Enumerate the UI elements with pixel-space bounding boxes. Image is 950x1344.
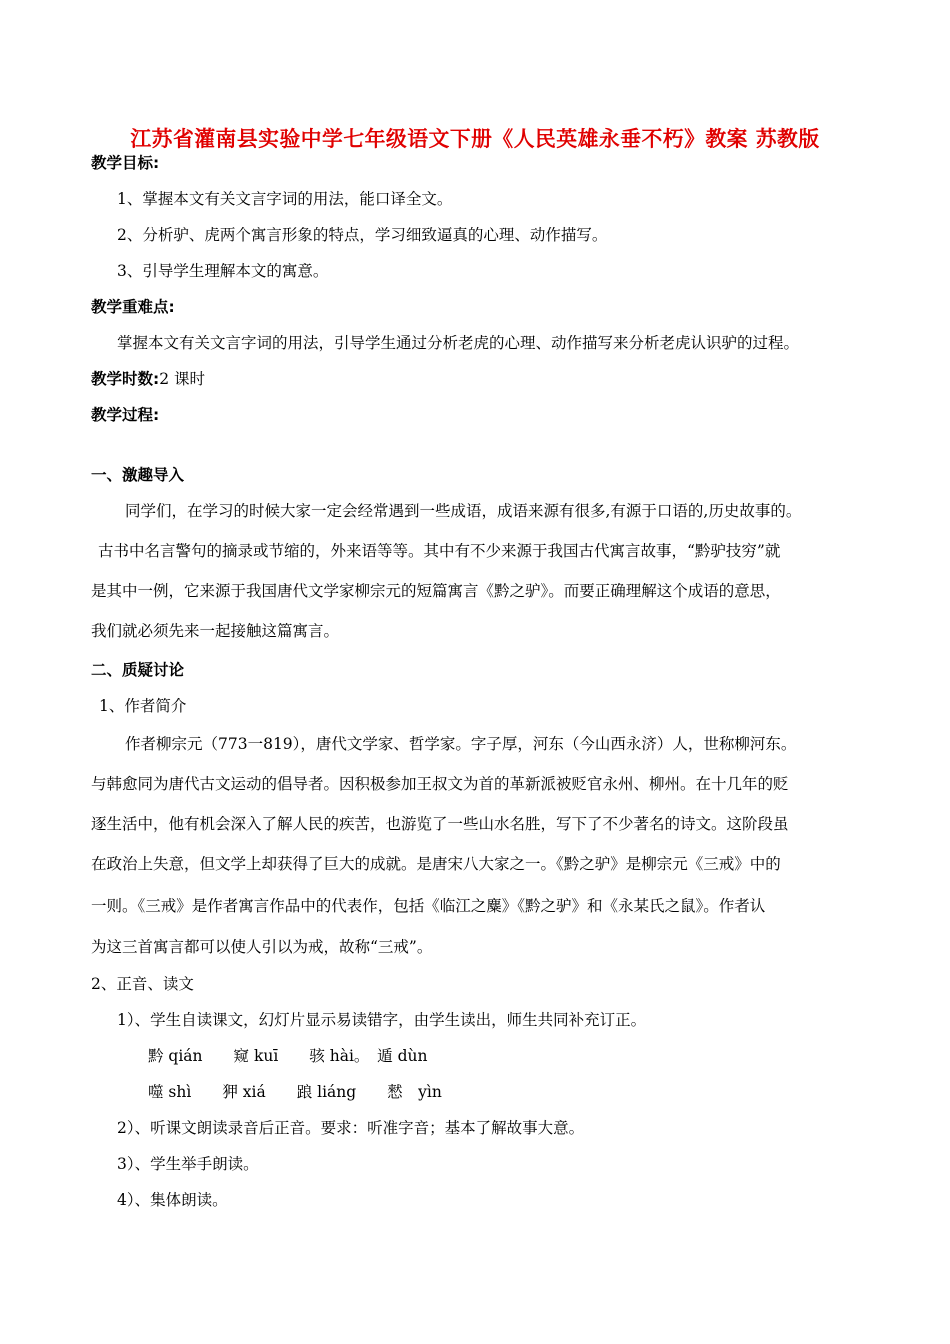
goal-item: 1、掌握本文有关文言字词的用法，能口译全文。 <box>117 190 453 208</box>
hours-line <box>91 369 205 389</box>
paragraph-line: 我们就必须先来一起接触这篇寓言。 <box>91 622 340 640</box>
goals-heading: 教学目标: <box>91 154 160 172</box>
goal-item: 2、分析驴、虎两个寓言形象的特点，学习细致逼真的心理、动作描写。 <box>117 226 608 244</box>
sub2-heading: 2、正音、读文 <box>91 975 194 993</box>
process-heading: 教学过程: <box>91 406 160 424</box>
goal-item: 3、引导学生理解本文的寓意。 <box>117 262 329 280</box>
paragraph-line: 与韩愈同为唐代古文运动的倡导者。因积极参加王叔文为首的革新派被贬官永州、柳州。在十几年的贬 <box>91 775 789 793</box>
key-heading: 教学重难点: <box>91 298 175 316</box>
hours-label: 教学时数: <box>91 370 160 388</box>
step-item: 4）、集体朗读。 <box>117 1191 228 1209</box>
paragraph-line: 在政治上失意，但文学上却获得了巨大的成就。是唐宋八大家之一。《黔之驴》是柳宗元《三戒》中的 <box>91 855 781 873</box>
step-item: 2）、听课文朗读录音后正音。要求：听准字音；基本了解故事大意。 <box>117 1119 585 1137</box>
section1-heading: 一、激趣导入 <box>91 466 185 484</box>
paragraph-line: 是其中一例，它来源于我国唐代文学家柳宗元的短篇寓言《黔之驴》。而要正确理解这个成语的意思， <box>91 582 781 600</box>
paragraph-line: 逐生活中，他有机会深入了解人民的疾苦，也游览了一些山水名胜，写下了不少著名的诗文。这阶段虽 <box>91 815 789 833</box>
document-title: 江苏省灌南县实验中学七年级语文下册《人民英雄永垂不朽》教案 苏教版 <box>130 127 820 151</box>
step-item: 1）、学生自读课文，幻灯片显示易读错字，由学生读出，师生共同补充订正。 <box>117 1011 647 1029</box>
paragraph-line: 为这三首寓言都可以使人引以为戒，故称“三戒”。 <box>91 938 433 956</box>
section2-heading: 二、质疑讨论 <box>91 661 185 679</box>
paragraph-line: 一则。《三戒》是作者寓言作品中的代表作，包括《临江之麋》《黔之驴》和《永某氏之鼠》。作者认 <box>91 897 766 915</box>
sub1-heading: 1、作者简介 <box>99 697 187 715</box>
pinyin-row: 噬 shì 狎 xiá 踉 liáng 憖 yìn <box>148 1083 442 1101</box>
pinyin-row: 黔 qián 窥 kuī 骇 hài。 遁 dùn <box>148 1047 428 1065</box>
key-text: 掌握本文有关文言字词的用法，引导学生通过分析老虎的心理、动作描写来分析老虎认识驴的过程。 <box>117 334 800 352</box>
paragraph-line: 同学们，在学习的时候大家一定会经常遇到一些成语，成语来源有很多,有源于口语的,历史故事的。 <box>125 502 802 520</box>
hours-value: 2 课时 <box>159 370 205 388</box>
step-item: 3）、学生举手朗读。 <box>117 1155 259 1173</box>
paragraph-line: 作者柳宗元（773一819），唐代文学家、哲学家。字子厚，河东（今山西永济）人，世称柳河东。 <box>125 735 797 753</box>
paragraph-line: 古书中名言警句的摘录或节缩的，外来语等等。其中有不少来源于我国古代寓言故事，“黔驴技穷”就 <box>98 542 781 560</box>
